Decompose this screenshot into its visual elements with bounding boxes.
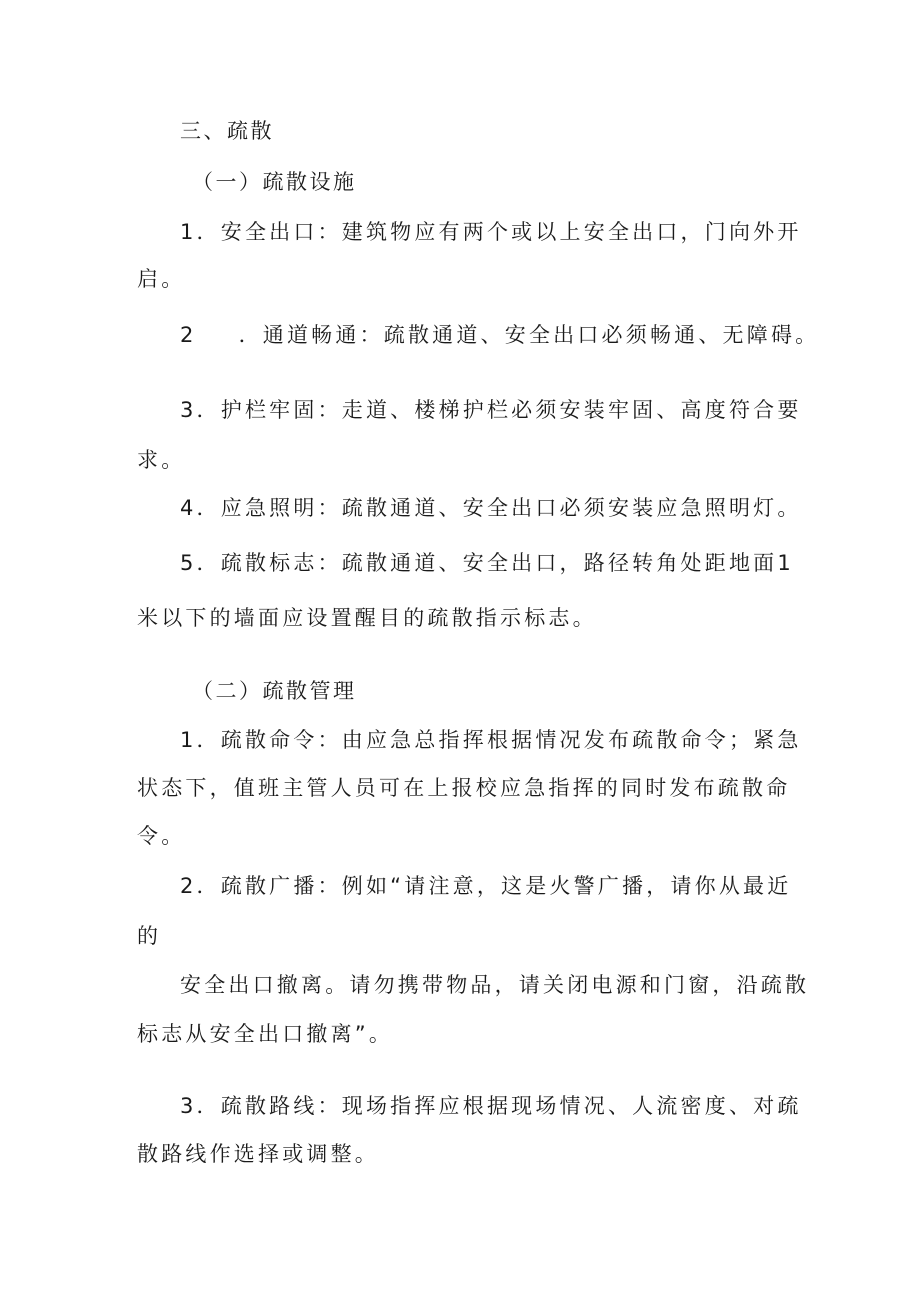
management-item-1-line-1: 1．疏散命令：由应急总指挥根据情况发布疏散命令；紧急 [180, 728, 802, 752]
facilities-item-2 [180, 325, 819, 346]
management-item-3-line-1: 3．疏散路线：现场指挥应根据现场情况、人流密度、对疏 [180, 1094, 802, 1118]
management-item-3-line-2: 散路线作选择或调整。 [137, 1142, 379, 1166]
management-item-2-line-4: 标志从安全出口撤离”。 [137, 1022, 394, 1046]
management-item-2-line-3: 安全出口撤离。请勿携带物品，请关闭电源和门窗，沿疏散 [180, 973, 810, 997]
management-heading: （二）疏散管理 [192, 679, 357, 703]
facilities-item-3-line-1: 3．护栏牢固：走道、楼梯护栏必须安装牢固、高度符合要 [180, 398, 802, 422]
management-item-2-line-2: 的 [137, 924, 162, 948]
facilities-item-5-line-2: 米以下的墙面应设置醒目的疏散指示标志。 [137, 606, 597, 630]
facilities-item-2-number: 2 [180, 323, 197, 347]
facilities-item-4: 4．应急照明：疏散通道、安全出口必须安装应急照明灯。 [180, 496, 802, 520]
section-title: 三、疏散 [180, 119, 274, 143]
facilities-item-5-line-1: 5．疏散标志：疏散通道、安全出口，路径转角处距地面1 [180, 551, 794, 575]
facilities-heading: （一）疏散设施 [192, 170, 357, 194]
management-item-1-line-2: 状态下，值班主管人员可在上报校应急指挥的同时发布疏散命 [137, 776, 791, 800]
management-item-1-line-3: 令。 [137, 824, 186, 848]
facilities-item-3-line-2: 求。 [137, 448, 186, 472]
facilities-item-2-text: ．通道畅通：疏散通道、安全出口必须畅通、无障碍。 [238, 323, 820, 347]
management-item-2-line-1: 2．疏散广播：例如“请注意，这是火警广播，请你从最近 [180, 874, 792, 898]
facilities-item-1-line-2: 启。 [137, 267, 186, 291]
facilities-item-1-line-1: 1．安全出口：建筑物应有两个或以上安全出口，门向外开 [180, 220, 802, 244]
